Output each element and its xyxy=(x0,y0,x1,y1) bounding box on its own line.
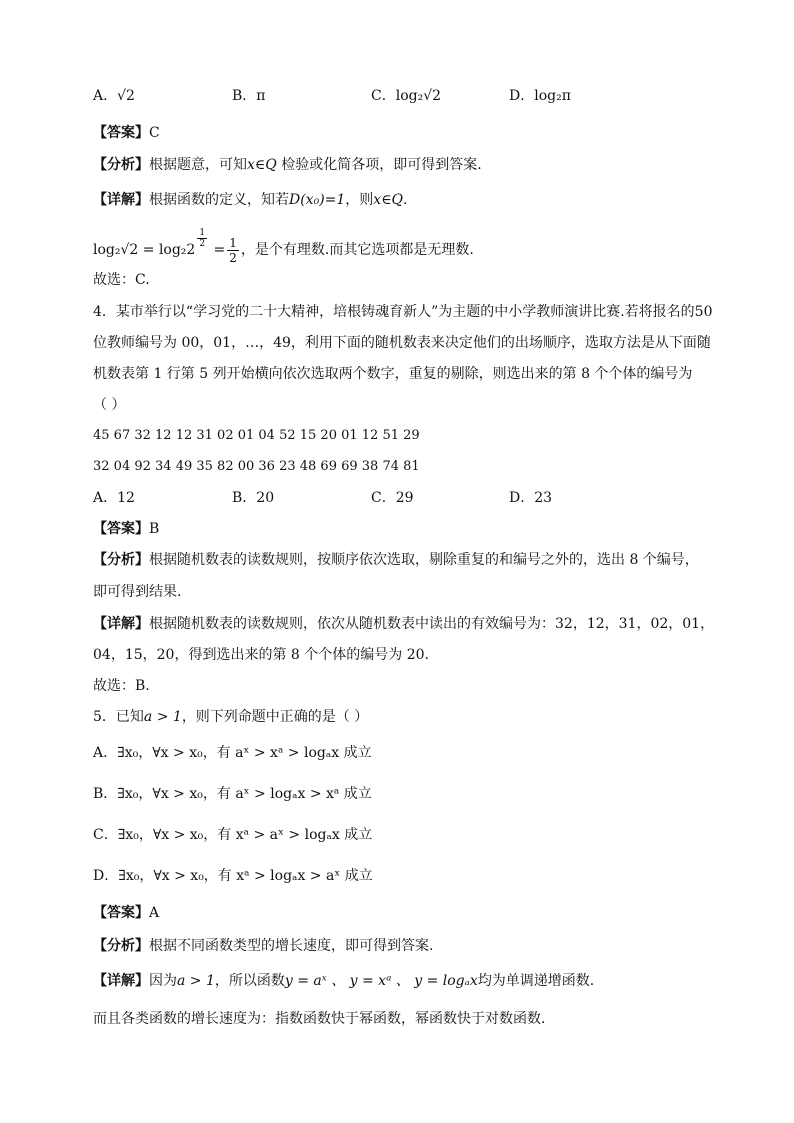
q3-answer xyxy=(93,123,160,143)
q4-option-a xyxy=(93,488,135,508)
analysis-text: 根据随机数表的读数规则，按顺序依次选取，剔除重复的和编号之外的，选出 8 个编号， xyxy=(149,552,699,568)
detail-math: a > 1 xyxy=(177,973,215,989)
q4-stem-line-1 xyxy=(93,302,712,322)
q4-answer xyxy=(93,519,159,539)
option-text: D．∃x₀，∀x > x₀，有 xᵃ > logₐx > aˣ 成立 xyxy=(93,868,373,884)
detail-math: x∈Q xyxy=(373,192,404,208)
detail-text: 均为单调递增函数. xyxy=(477,973,595,989)
calc-text: ，是个有理数.而其它选项都是无理数. xyxy=(240,242,474,258)
stem-text: 机数表第 1 行第 5 列开始横向依次选取两个数字，重复的剔除，则选出来的第 8 个个体的编号为 xyxy=(93,366,693,382)
analysis-text: 检验或化简各项，即可得到答案. xyxy=(281,157,482,173)
exp-denominator: 2 xyxy=(199,239,206,249)
q5-answer xyxy=(93,903,159,923)
fraction-numerator: 1 xyxy=(229,235,237,250)
detail-math: D(x₀)=1 xyxy=(289,192,346,208)
analysis-tag: 【分析】 xyxy=(93,552,149,568)
option-text: C．∃x₀，∀x > x₀，有 xᵃ > aˣ > logₐx 成立 xyxy=(93,827,373,843)
q4-option-b xyxy=(232,488,274,508)
detail-tag: 【详解】 xyxy=(93,616,149,632)
option-label: C． xyxy=(371,88,396,104)
stem-text: 位教师编号为 00，01，…，49，利用下面的随机数表来决定他们的出场顺序，选取方法是从下面随 xyxy=(93,335,711,351)
analysis-text: 即可得到结果. xyxy=(93,584,182,600)
detail-text: 根据函数的定义，知若 xyxy=(149,192,289,208)
analysis-tag: 【分析】 xyxy=(93,938,149,954)
detail-tag: 【详解】 xyxy=(93,973,149,989)
q4-stem-paren xyxy=(93,395,125,415)
calc-exponent xyxy=(197,228,207,249)
random-table-row-1 xyxy=(93,426,420,446)
q5-analysis xyxy=(93,936,433,956)
final-text: 而且各类函数的增长速度为：指数函数快于幂函数，幂函数快于对数函数. xyxy=(93,1011,546,1027)
analysis-text: 根据不同函数类型的增长速度，即可得到答案. xyxy=(149,938,434,954)
q3-calculation xyxy=(93,228,474,267)
table-row-text: 45 67 32 12 12 31 02 01 04 52 15 20 01 12 51 29 xyxy=(93,428,420,443)
q4-stem-line-2 xyxy=(93,333,711,353)
conclusion-text: 故选：B. xyxy=(93,678,150,694)
option-text: B．∃x₀，∀x > x₀，有 aˣ > logₐx > xᵃ 成立 xyxy=(93,786,372,802)
q3-analysis xyxy=(93,155,482,175)
option-value: log₂√2 xyxy=(395,88,442,104)
detail-text: ，所以函数 xyxy=(214,973,285,989)
conclusion-text: 故选：C. xyxy=(93,272,150,288)
stem-text: 5．已知 xyxy=(93,709,144,725)
q4-option-c xyxy=(371,488,414,508)
option-text: C．29 xyxy=(371,490,414,506)
option-value: √2 xyxy=(117,88,135,104)
stem-text: 4．某市举行以“学习党的二十大精神，培根铸魂育新人”为主题的中小学教师演讲比赛.若将报名的50 xyxy=(93,304,713,320)
q3-option-d xyxy=(509,86,571,106)
detail-text: 根据随机数表的读数规则，依次从随机数表中读出的有效编号为：32，12，31，02，01， xyxy=(149,616,715,632)
stem-math: a > 1 xyxy=(143,709,182,725)
table-row-text: 32 04 92 34 49 35 82 00 36 23 48 69 69 38 74 81 xyxy=(93,459,420,474)
calc-fraction xyxy=(227,236,239,265)
option-value: π xyxy=(256,88,266,104)
detail-text: ，则 xyxy=(345,192,374,208)
q4-stem-line-3 xyxy=(93,364,692,384)
q5-option-c xyxy=(93,825,372,845)
answer-tag: 【答案】 xyxy=(93,125,149,141)
q4-detail-line-2 xyxy=(93,645,429,665)
exp-numerator: 1 xyxy=(199,228,206,238)
analysis-tag: 【分析】 xyxy=(93,157,149,173)
analysis-math: x∈Q xyxy=(247,157,277,173)
q4-detail-line-1 xyxy=(93,614,714,634)
q3-detail xyxy=(93,190,408,210)
answer-tag: 【答案】 xyxy=(93,521,149,537)
q5-detail xyxy=(93,971,594,991)
q3-conclusion xyxy=(93,270,150,290)
stem-text: （ ） xyxy=(93,397,126,413)
detail-text: 因为 xyxy=(149,973,177,989)
option-label: A． xyxy=(93,88,118,104)
q5-stem xyxy=(93,707,368,727)
q5-option-a xyxy=(93,743,372,763)
stem-text: ，则下列命题中正确的是（ ） xyxy=(181,709,369,725)
answer-tag: 【答案】 xyxy=(93,905,149,921)
q4-option-d xyxy=(509,488,552,508)
option-text: A．∃x₀，∀x > x₀，有 aˣ > xᵃ > logₐx 成立 xyxy=(93,745,372,761)
q5-option-d xyxy=(93,866,373,886)
option-value: log₂π xyxy=(534,88,571,104)
answer-value: B xyxy=(149,521,160,537)
analysis-text: 根据题意，可知 xyxy=(149,157,247,173)
calc-expression: log₂√2 = log₂2 xyxy=(93,242,196,258)
calc-equals: = xyxy=(213,242,226,258)
answer-value: C xyxy=(149,125,160,141)
q3-option-a xyxy=(93,86,135,106)
q5-option-b xyxy=(93,784,372,804)
fraction-denominator: 2 xyxy=(229,250,237,265)
detail-math: y = aˣ 、 y = xᵃ 、 y = logₐx xyxy=(284,973,478,989)
q3-option-b xyxy=(232,86,266,106)
q4-analysis-line-1 xyxy=(93,550,699,570)
random-table-row-2 xyxy=(93,457,420,477)
q4-analysis-line-2 xyxy=(93,582,181,602)
option-label: B． xyxy=(232,88,257,104)
option-text: A．12 xyxy=(93,490,135,506)
detail-text: . xyxy=(403,192,408,208)
detail-tag: 【详解】 xyxy=(93,192,149,208)
option-text: B．20 xyxy=(232,490,275,506)
option-text: D．23 xyxy=(509,490,553,506)
answer-value: A xyxy=(149,905,160,921)
detail-text: 04，15，20，得到选出来的第 8 个个体的编号为 20. xyxy=(93,647,429,663)
option-label: D． xyxy=(509,88,535,104)
q4-conclusion xyxy=(93,676,150,696)
q3-option-c xyxy=(371,86,441,106)
q5-final-line xyxy=(93,1009,545,1029)
